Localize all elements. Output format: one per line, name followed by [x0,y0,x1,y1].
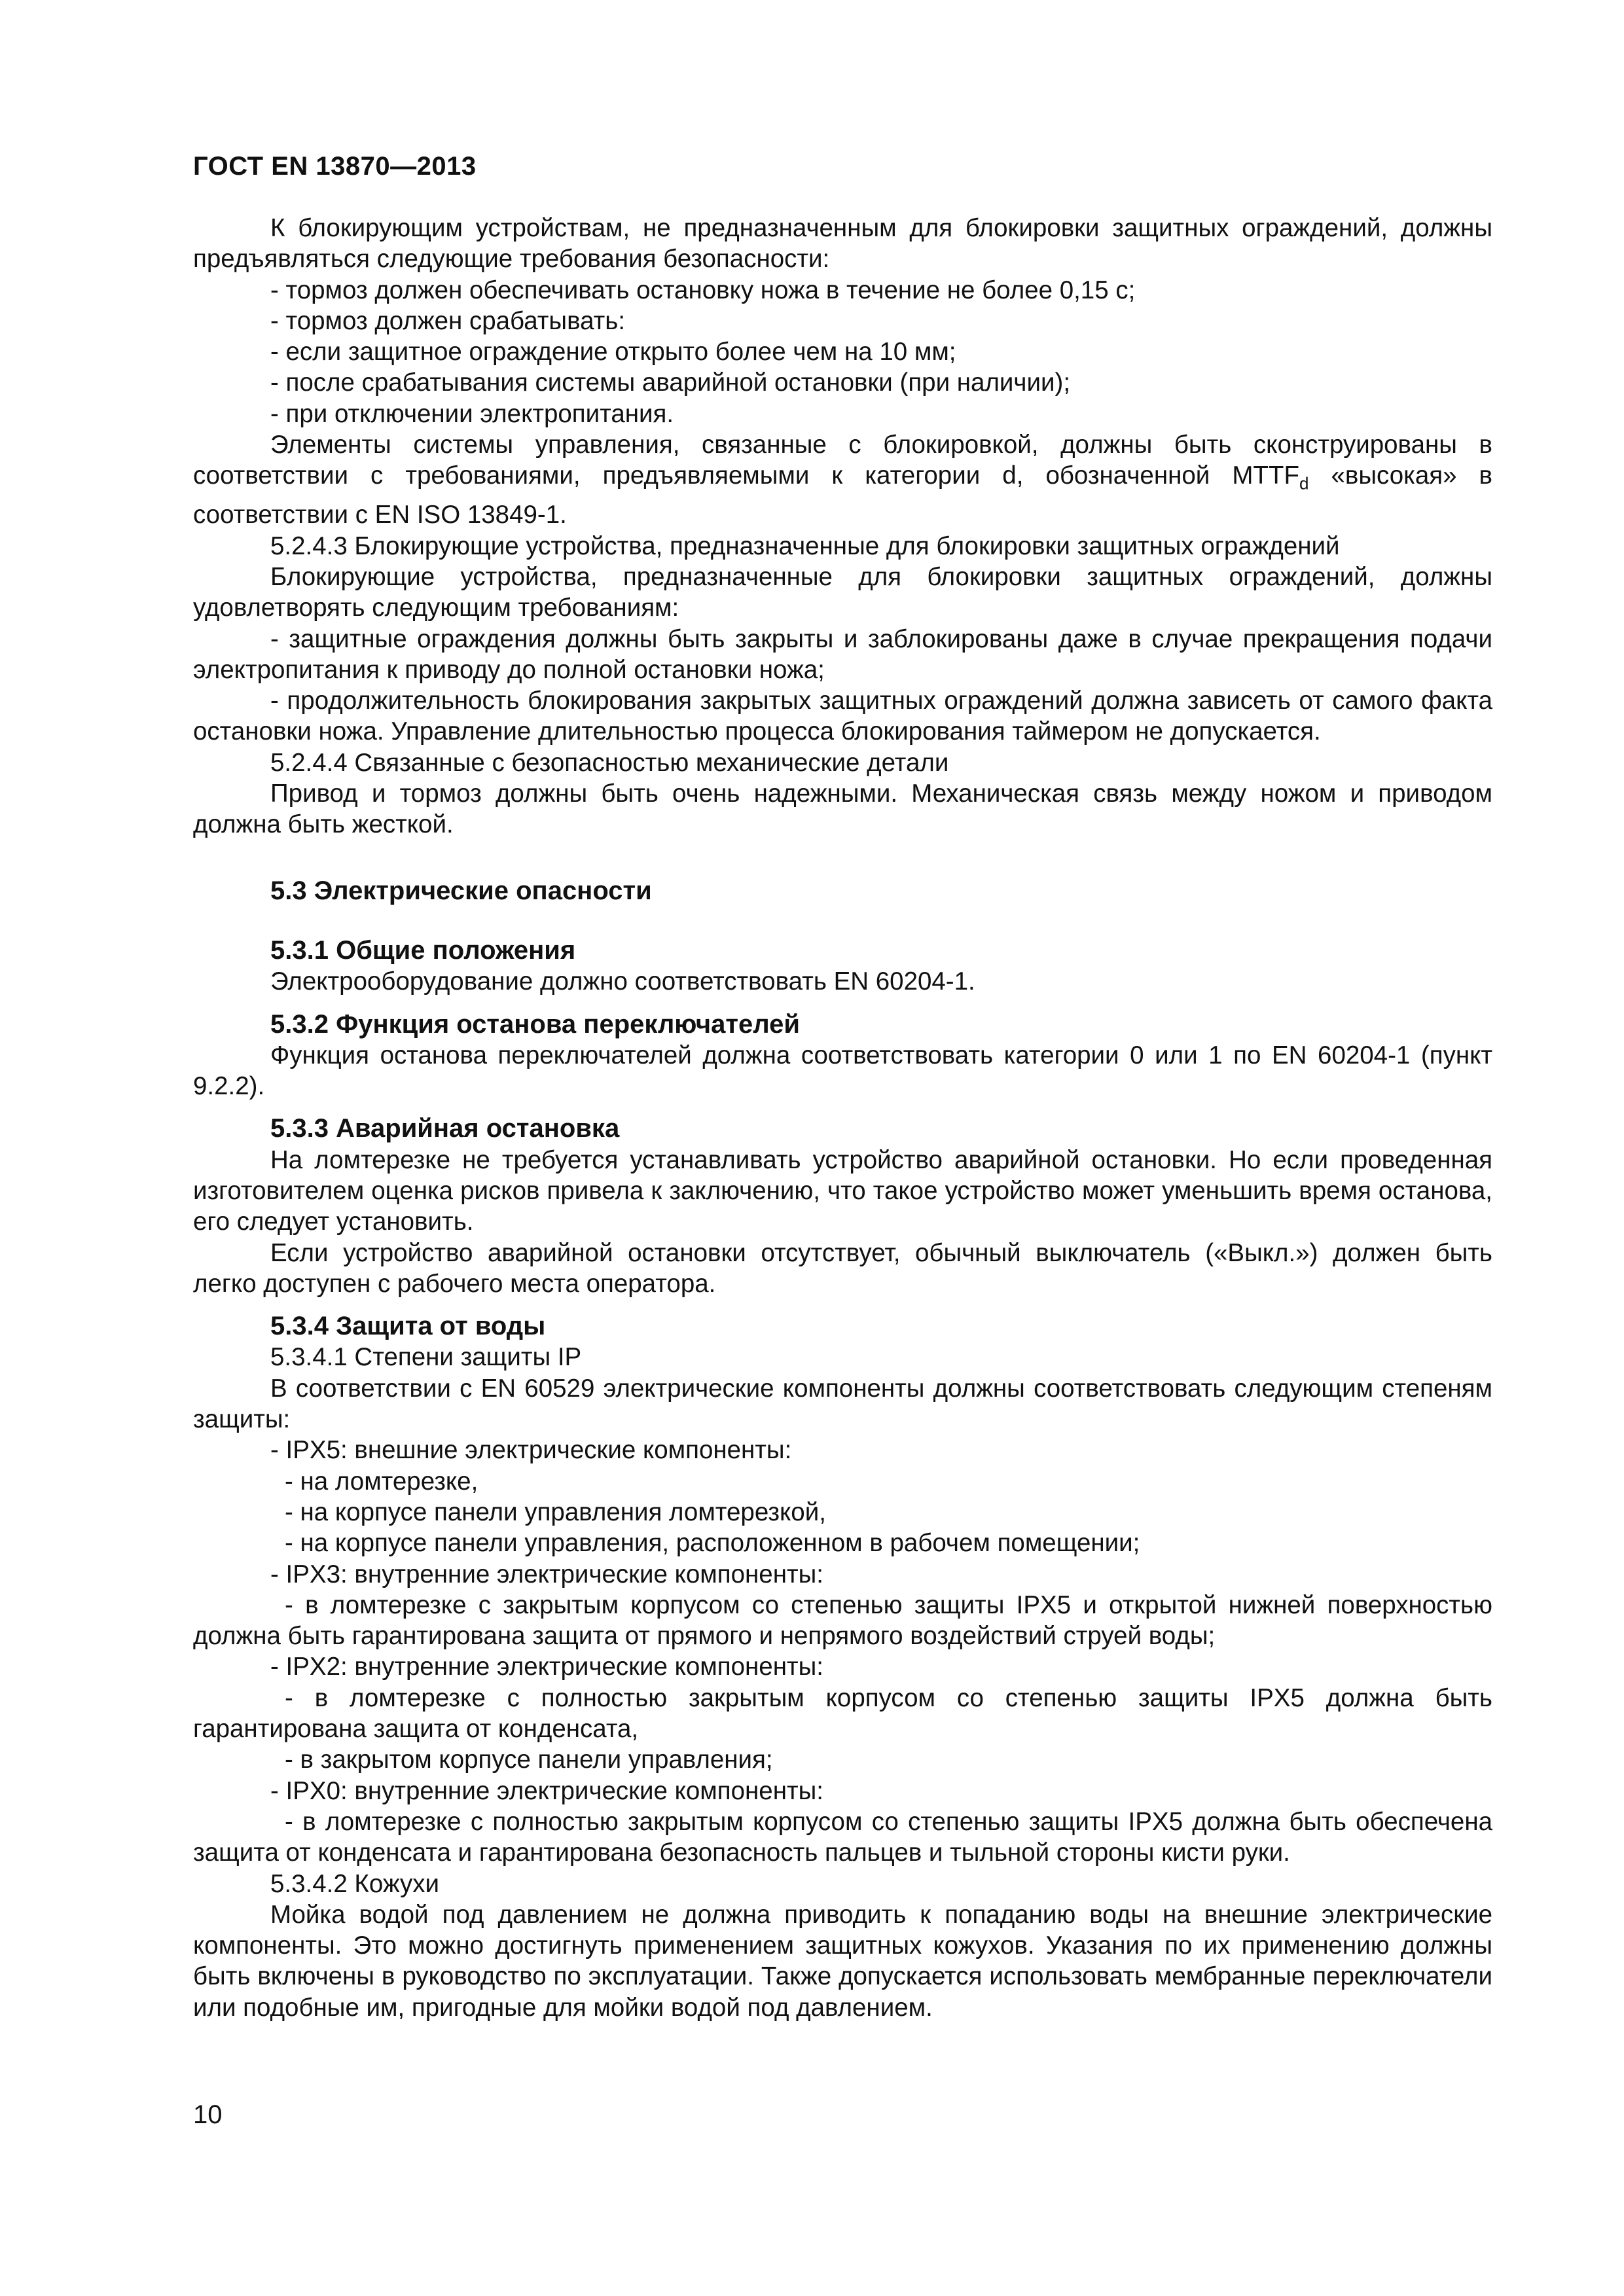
section-heading: 5.3 Электрические опасности [270,876,652,905]
list-item: - при отключении электропитания. [270,399,674,428]
document-body [193,213,1492,2023]
section-heading: 5.3.1 Общие положения [270,935,576,965]
subsection-heading: 5.3.4.2 Кожухи [270,1869,440,1898]
list-item: - в ломтерезке с закрытым корпусом со степенью защиты IPX5 и открытой нижней поверхностью должна быть гарантирована защита от прямого и непрямого воздействий струей воды; [193,1590,1492,1651]
paragraph: Если устройство аварийной остановки отсутствует, обычный выключатель («Выкл.») должен быть легко доступен с рабочего места оператора. [193,1238,1492,1298]
list-item: - в закрытом корпусе панели управления; [285,1746,773,1774]
section-heading: 5.3.4 Защита от воды [270,1312,546,1341]
paragraph: В соответствии с EN 60529 электрические компоненты должны соответствовать следующим степеням защиты: [193,1374,1492,1434]
section-heading: 5.3.3 Аварийная остановка [270,1114,620,1143]
list-item: - на корпусе панели управления ломтерезкой, [285,1498,826,1526]
subsection-heading: 5.3.4.1 Степени защиты IP [270,1343,582,1372]
paragraph: Блокирующие устройства, предназначенные для блокировки защитных ограждений, должны удовлетворять следующим требованиям: [193,562,1492,622]
paragraph-text: «высокая» в соответствии с EN ISO 13849-1. [193,461,1492,529]
list-item: - IPX0: внутренние электрические компоненты: [270,1776,823,1805]
paragraph: Электрооборудование должно соответствовать EN 60204-1. [270,967,975,996]
list-item: - IPX3: внутренние электрические компоненты: [270,1560,823,1588]
paragraph: Мойка водой под давлением не должна приводить к попаданию воды на внешние электрические компоненты. Это можно достигнуть применением защитных кожухов. Указания по их применению должны быть включены в руководство по эксплуатации. Также допускается использовать мембранные переключатели или подобные им, пригодные для мойки водой под давлением. [193,1900,1492,2022]
section-heading: 5.3.2 Функция останова переключателей [270,1009,800,1039]
paragraph: Функция останова переключателей должна соответствовать категории 0 или 1 по EN 60204-1 (пункт 9.2.2). [193,1041,1492,1101]
paragraph [193,429,1492,531]
paragraph: Привод и тормоз должны быть очень надежными. Механическая связь между ножом и приводом должна быть жесткой. [193,780,1492,839]
paragraph: - продолжительность блокирования закрытых защитных ограждений должна зависеть от самого факта остановки ножа. Управление длительностью процесса блокирования таймером не допускается. [193,687,1492,746]
list-item: - на корпусе панели управления, расположенном в рабочем помещении; [285,1529,1140,1558]
list-item: - в ломтерезке с полностью закрытым корпусом со степенью защиты IPX5 должна быть обеспечена защита от конденсата и гарантирована безопасность пальцев и тыльной стороны кисти руки. [193,1807,1492,1867]
paragraph: К блокирующим устройствам, не предназначенным для блокировки защитных ограждений, должны предъявляться следующие требования безопасности: [193,214,1492,274]
paragraph: На ломтерезке не требуется устанавливать устройство аварийной остановки. Но если проведенная изготовителем оценка рисков привела к заключению, что такое устройство может уменьшить время останова, его следует установить. [193,1145,1492,1236]
subsection-heading: 5.2.4.3 Блокирующие устройства, предназначенные для блокировки защитных ограждений [270,531,1340,560]
list-item: - IPX2: внутренние электрические компоненты: [270,1653,823,1681]
list-item: - если защитное ограждение открыто более чем на 10 мм; [270,338,956,367]
paragraph-text: Элементы системы управления, связанные с блокировкой, должны быть сконструированы в соответствии с требованиями, предъявляемыми к категории d, обозначенной MTTF [193,431,1492,490]
page-number: 10 [193,2100,223,2129]
list-item: - на ломтерезке, [285,1467,478,1496]
subscript: d [1299,474,1309,494]
document-header: ГОСТ EN 13870—2013 [193,152,477,181]
list-item: - тормоз должен обеспечивать остановку ножа в течение не более 0,15 с; [270,276,1136,304]
subsection-heading: 5.2.4.4 Связанные с безопасностью механические детали [270,748,949,777]
list-item: - тормоз должен срабатывать: [270,306,626,335]
paragraph: - защитные ограждения должны быть закрыты и заблокированы даже в случае прекращения подачи электропитания к приводу до полной остановки ножа; [193,624,1492,684]
list-item: - IPX5: внешние электрические компоненты: [270,1436,792,1465]
list-item: - в ломтерезке с полностью закрытым корпусом со степенью защиты IPX5 должна быть гарантирована защита от конденсата, [193,1683,1492,1744]
list-item: - после срабатывания системы аварийной остановки (при наличии); [270,368,1071,397]
